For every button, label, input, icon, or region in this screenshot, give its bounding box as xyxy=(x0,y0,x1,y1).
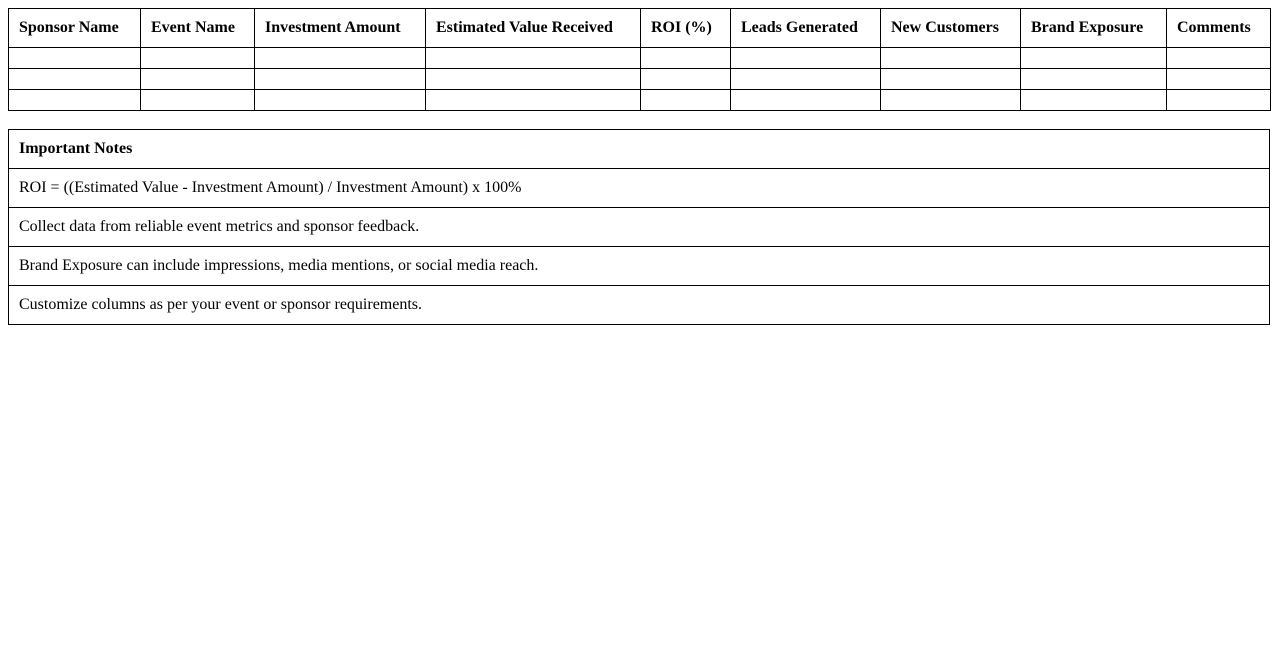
table-cell[interactable] xyxy=(255,90,426,111)
table-cell[interactable] xyxy=(731,48,881,69)
table-cell[interactable] xyxy=(641,90,731,111)
sponsor-roi-table xyxy=(8,8,1271,111)
column-header-leads-generated: Leads Generated xyxy=(731,9,881,48)
table-cell[interactable] xyxy=(9,90,141,111)
table-cell[interactable] xyxy=(1167,69,1271,90)
note-customize-columns: Customize columns as per your event or sponsor requirements. xyxy=(9,286,1270,325)
note-brand-exposure: Brand Exposure can include impressions, media mentions, or social media reach. xyxy=(9,247,1270,286)
table-cell[interactable] xyxy=(1021,48,1167,69)
column-header-new-customers: New Customers xyxy=(881,9,1021,48)
table-cell[interactable] xyxy=(641,48,731,69)
table-cell[interactable] xyxy=(141,69,255,90)
notes-heading-row xyxy=(9,130,1270,169)
column-header-sponsor-name: Sponsor Name xyxy=(9,9,141,48)
column-header-investment-amount: Investment Amount xyxy=(255,9,426,48)
table-cell[interactable] xyxy=(1021,90,1167,111)
table-cell[interactable] xyxy=(255,69,426,90)
table-cell[interactable] xyxy=(881,90,1021,111)
table-cell[interactable] xyxy=(141,48,255,69)
column-header-brand-exposure: Brand Exposure xyxy=(1021,9,1167,48)
table-cell[interactable] xyxy=(731,69,881,90)
column-header-estimated-value-received: Estimated Value Received xyxy=(426,9,641,48)
important-notes-table xyxy=(8,129,1270,325)
table-row xyxy=(9,48,1271,69)
table-cell[interactable] xyxy=(1167,90,1271,111)
table-cell[interactable] xyxy=(9,48,141,69)
table-cell[interactable] xyxy=(731,90,881,111)
table-cell[interactable] xyxy=(255,48,426,69)
table-cell[interactable] xyxy=(426,69,641,90)
table-header-row xyxy=(9,9,1271,48)
note-data-collection: Collect data from reliable event metrics and sponsor feedback. xyxy=(9,208,1270,247)
notes-row xyxy=(9,169,1270,208)
table-row xyxy=(9,90,1271,111)
notes-heading: Important Notes xyxy=(9,130,1270,169)
column-header-comments: Comments xyxy=(1167,9,1271,48)
document-sheet xyxy=(8,8,1270,325)
notes-row xyxy=(9,247,1270,286)
note-roi-formula: ROI = ((Estimated Value - Investment Amount) / Investment Amount) x 100% xyxy=(9,169,1270,208)
table-cell[interactable] xyxy=(141,90,255,111)
table-cell[interactable] xyxy=(881,48,1021,69)
column-header-event-name: Event Name xyxy=(141,9,255,48)
table-cell[interactable] xyxy=(426,48,641,69)
notes-row xyxy=(9,286,1270,325)
notes-row xyxy=(9,208,1270,247)
table-cell[interactable] xyxy=(9,69,141,90)
table-cell[interactable] xyxy=(881,69,1021,90)
table-cell[interactable] xyxy=(1167,48,1271,69)
table-cell[interactable] xyxy=(426,90,641,111)
table-cell[interactable] xyxy=(1021,69,1167,90)
table-cell[interactable] xyxy=(641,69,731,90)
column-header-roi-percent: ROI (%) xyxy=(641,9,731,48)
table-row xyxy=(9,69,1271,90)
